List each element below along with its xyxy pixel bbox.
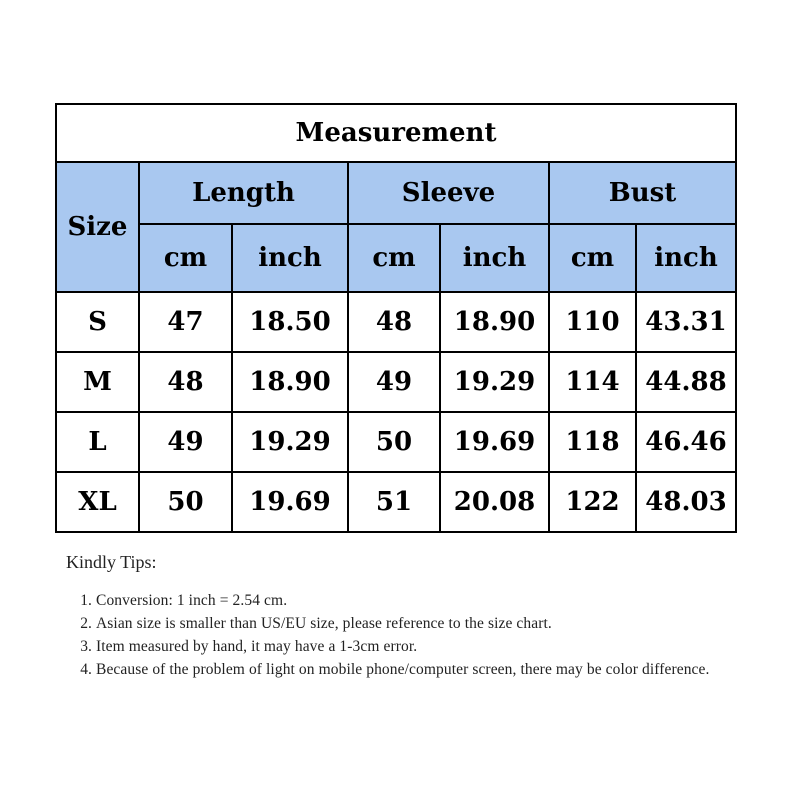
- table-cell: 50: [139, 472, 232, 532]
- tip-item: 1. Conversion: 1 inch = 2.54 cm.: [96, 589, 766, 612]
- table-cell: 51: [348, 472, 440, 532]
- table-cell: 49: [348, 352, 440, 412]
- size-column-header: Size: [56, 162, 139, 292]
- table-row: [56, 472, 736, 532]
- unit-header: cm: [549, 224, 636, 292]
- unit-header: inch: [636, 224, 736, 292]
- table-cell: 48: [139, 352, 232, 412]
- table-row: [56, 412, 736, 472]
- table-cell: 118: [549, 412, 636, 472]
- table-cell: 114: [549, 352, 636, 412]
- table-cell: 18.50: [232, 292, 348, 352]
- table-cell: 18.90: [440, 292, 549, 352]
- table-cell: 19.29: [232, 412, 348, 472]
- table-cell: 19.69: [440, 412, 549, 472]
- table-cell: 19.69: [232, 472, 348, 532]
- table-cell: 43.31: [636, 292, 736, 352]
- table-row: [56, 292, 736, 352]
- unit-header: inch: [440, 224, 549, 292]
- table-cell: 47: [139, 292, 232, 352]
- table-cell: 19.29: [440, 352, 549, 412]
- kindly-tips: [66, 552, 766, 681]
- size-cell: S: [56, 292, 139, 352]
- table-title: Measurement: [56, 104, 736, 162]
- tip-item: 2. Asian size is smaller than US/EU size, please reference to the size chart.: [96, 612, 766, 635]
- unit-header: cm: [139, 224, 232, 292]
- size-cell: XL: [56, 472, 139, 532]
- table-cell: 20.08: [440, 472, 549, 532]
- table-row: [56, 352, 736, 412]
- table-cell: 18.90: [232, 352, 348, 412]
- size-chart-table: [55, 103, 737, 533]
- table-cell: 122: [549, 472, 636, 532]
- size-cell: L: [56, 412, 139, 472]
- tips-list: [66, 589, 766, 681]
- tips-title: Kindly Tips:: [66, 552, 157, 572]
- table-cell: 44.88: [636, 352, 736, 412]
- unit-header: inch: [232, 224, 348, 292]
- tip-item: 3. Item measured by hand, it may have a 1-3cm error.: [96, 635, 766, 658]
- group-header-length: Length: [139, 162, 348, 224]
- table-cell: 50: [348, 412, 440, 472]
- group-header-bust: Bust: [549, 162, 736, 224]
- table-cell: 48.03: [636, 472, 736, 532]
- group-header-sleeve: Sleeve: [348, 162, 549, 224]
- table-cell: 48: [348, 292, 440, 352]
- table-cell: 49: [139, 412, 232, 472]
- size-cell: M: [56, 352, 139, 412]
- table-cell: 46.46: [636, 412, 736, 472]
- unit-header: cm: [348, 224, 440, 292]
- tip-item: 4. Because of the problem of light on mobile phone/computer screen, there may be color difference.: [96, 658, 766, 681]
- table-cell: 110: [549, 292, 636, 352]
